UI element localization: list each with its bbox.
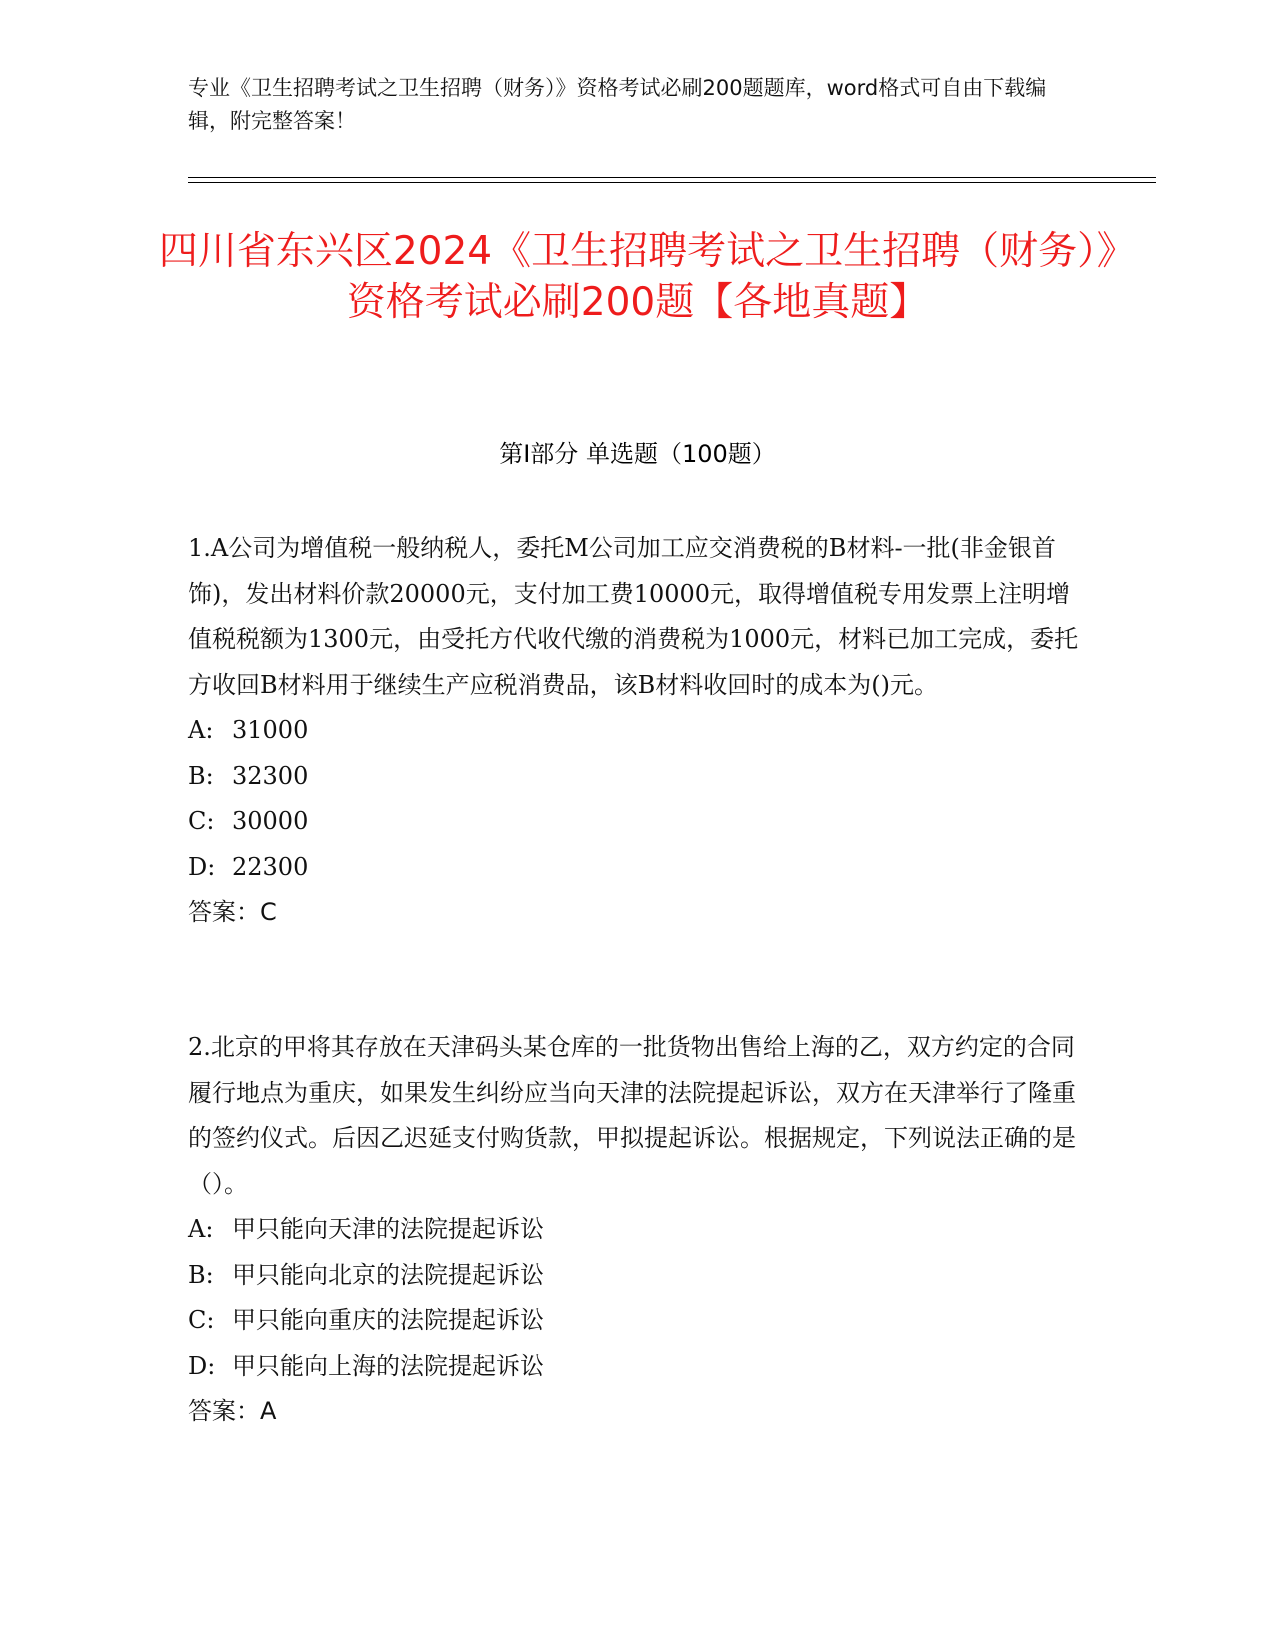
section-title: 第Ⅰ部分 单选题（100题） bbox=[499, 440, 776, 468]
question-2 bbox=[188, 1025, 1088, 1435]
question-1 bbox=[188, 526, 1088, 936]
option-a bbox=[188, 1207, 1088, 1253]
option-c bbox=[188, 1298, 1088, 1344]
option-key: B: bbox=[188, 761, 214, 790]
option-text: 31000 bbox=[232, 716, 309, 744]
option-text: 32300 bbox=[232, 761, 309, 790]
option-key: D: bbox=[188, 852, 216, 881]
option-key: A: bbox=[188, 716, 214, 744]
option-text: 甲只能向重庆的法院提起诉讼 bbox=[232, 1306, 544, 1334]
question-text: 1.A公司为增值税一般纳税人，委托M公司加工应交消费税的B材料-一批(非金银首饰)，发出材料价款20000元，支付加工费10000元，取得增值税专用发票上注明增值税税额为1300元，由受托方代收代缴的消费税为1000元，材料已加工完成，委托方收回B材料用于继续生产应税消费品，该B材料收回时的成本为()元。 bbox=[188, 534, 1079, 699]
header-note: 专业《卫生招聘考试之卫生招聘（财务）》资格考试必刷200题题库，word格式可自由下载编辑，附完整答案！ bbox=[188, 76, 1047, 133]
option-key: C: bbox=[188, 1306, 215, 1334]
document-title: 四川省东兴区2024《卫生招聘考试之卫生招聘（财务）》资格考试必刷200题【各地真题】 bbox=[158, 229, 1117, 325]
option-key: A: bbox=[188, 1215, 214, 1243]
option-d bbox=[188, 845, 1088, 891]
option-b bbox=[188, 1253, 1088, 1299]
option-text: 30000 bbox=[232, 807, 309, 835]
option-text: 甲只能向上海的法院提起诉讼 bbox=[232, 1351, 544, 1380]
option-key: D: bbox=[188, 1351, 216, 1380]
option-b bbox=[188, 754, 1088, 800]
option-key: B: bbox=[188, 1260, 214, 1289]
answer: 答案：C bbox=[188, 898, 277, 926]
option-key: C: bbox=[188, 807, 215, 835]
header-divider-top bbox=[188, 177, 1156, 178]
option-d bbox=[188, 1344, 1088, 1390]
option-text: 甲只能向北京的法院提起诉讼 bbox=[232, 1260, 544, 1289]
option-text: 22300 bbox=[232, 852, 309, 881]
answer: 答案：A bbox=[188, 1397, 277, 1425]
option-c bbox=[188, 799, 1088, 845]
header-divider-bottom bbox=[188, 182, 1156, 183]
option-a bbox=[188, 708, 1088, 754]
option-text: 甲只能向天津的法院提起诉讼 bbox=[232, 1215, 544, 1243]
question-text: 2.北京的甲将其存放在天津码头某仓库的一批货物出售给上海的乙，双方约定的合同履行地点为重庆，如果发生纠纷应当向天津的法院提起诉讼，双方在天津举行了隆重的签约仪式。后因乙迟延支付购货款，甲拟提起诉讼。根据规定，下列说法正确的是（）。 bbox=[188, 1033, 1076, 1198]
